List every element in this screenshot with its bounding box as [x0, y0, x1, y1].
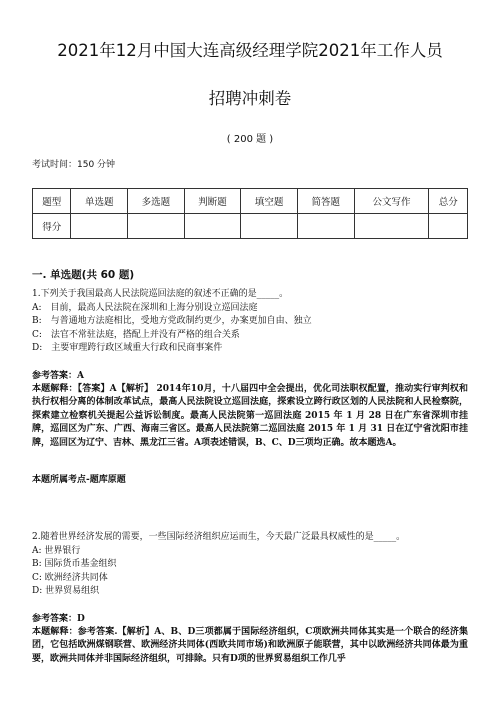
option-b: B: 与普通地方法庭相比，受地方党政制约更少，办案更加自由、独立 [32, 316, 312, 326]
score-cell [297, 214, 354, 239]
score-cell [354, 214, 429, 239]
score-row-label: 得分 [33, 214, 71, 239]
score-cell [71, 214, 128, 239]
exam-title-sub: 招聘冲刺卷 [208, 89, 292, 108]
score-table-header-row [33, 189, 468, 214]
score-table [32, 188, 468, 239]
option-d: D: 主要审理跨行政区域重大行政和民商事案件 [32, 343, 223, 353]
score-cell [128, 214, 185, 239]
score-header-cell: 多选题 [128, 189, 185, 214]
option-b: B: 国际货币基金组织 [32, 559, 117, 569]
score-cell [429, 214, 468, 239]
score-table-row [33, 214, 468, 239]
score-header-cell: 单选题 [71, 189, 128, 214]
exam-point: 本题所属考点-题库原题 [32, 475, 126, 485]
explanation: 本题解释：【答案】A【解析】 2014年10月，十八届四中全会提出，优化司法职权配置，推动实行审判权和执行权相分离的体制改革试点，最高人民法院设立巡回法庭，探索设立跨行政区划的人民法院和人民检察院，探索建立检察机关提起公益诉讼制度。最高人民法院第一巡回法庭 2015 年 1 月 28 日在广东省深圳市挂牌，巡回区为广东、广西、海南三省区。最高人民法院第二巡回法庭 2015 年 1 月 31 日在辽宁省沈阳市挂牌，巡回区为辽宁、吉林、黑龙江三省。A项表述错误，B、C、D三项均正确。故本题选A。 [32, 383, 468, 448]
score-header-cell: 填空题 [241, 189, 298, 214]
score-header-cell: 题型 [33, 189, 71, 214]
question-2 [32, 531, 468, 599]
score-header-cell: 判断题 [184, 189, 241, 214]
option-a: A: 世界银行 [32, 545, 81, 556]
option-c: C: 欧洲经济共同体 [32, 572, 108, 583]
option-d: D: 世界贸易组织 [32, 586, 100, 596]
question-count: ( 200 题 ) [226, 134, 274, 145]
question-1 [32, 288, 468, 356]
score-header-cell: 公文写作 [354, 189, 429, 214]
question-stem: 2.随着世界经济发展的需要，一些国际经济组织应运而生，今天最广泛最具权威性的是_____。 [32, 532, 406, 542]
score-cell [184, 214, 241, 239]
score-header-cell: 简答题 [297, 189, 354, 214]
score-cell [241, 214, 298, 239]
explanation: 本题解释：参考答案.【解析】A、B、D三项都属于国际经济组织，C项欧洲共同体其实是一个联合的经济集团，它包括欧洲煤钢联营、欧洲经济共同体(西欧共同市场)和欧洲原子能联营，其中以欧洲经济共同体最为重要，欧洲共同体并非国际经济组织，可排除。只有D项的世界贸易组织工作几乎 [32, 626, 468, 664]
exam-time: 考试时间：150 分钟 [32, 160, 116, 170]
answer: 参考答案：A [32, 370, 84, 381]
spacer [32, 485, 468, 525]
score-header-cell: 总分 [429, 189, 468, 214]
answer: 参考答案：D [32, 613, 85, 624]
section-title: 一. 单选题(共 60 题) [32, 269, 135, 281]
question-stem: 1.下列关于我国最高人民法院巡回法庭的叙述不正确的是_____。 [32, 289, 289, 299]
option-a: A: 目前，最高人民法院在深圳和上海分别设立巡回法庭 [32, 302, 258, 313]
exam-title: 2021年12月中国大连高级经理学院2021年工作人员 [57, 41, 443, 60]
option-c: C: 法官不常驻法庭，搭配上并没有严格的组合关系 [32, 329, 240, 340]
